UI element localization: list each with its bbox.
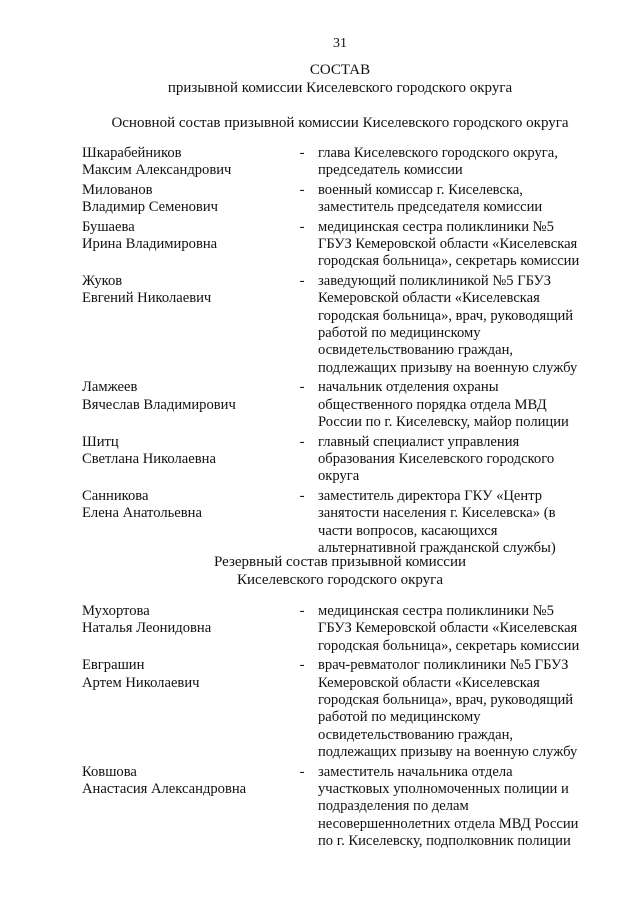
member-given-names: Вячеслав Владимирович — [82, 396, 236, 413]
member-role-line: образования Киселевского городского — [318, 450, 555, 467]
member-role-line: подлежащих призыву на военную службу — [318, 744, 578, 761]
member-dash: - — [299, 181, 305, 198]
main-members-list — [82, 145, 602, 559]
member-role-line: главный специалист управления — [318, 433, 520, 450]
member-role-line: ГБУЗ Кемеровской области «Киселевская — [318, 236, 578, 253]
member-role — [318, 273, 602, 377]
member-role-line: врач-ревматолог поликлиники №5 ГБУЗ — [318, 657, 569, 674]
member-surname: Санникова — [82, 487, 149, 504]
member-role-line: военный комиссар г. Киселевска, — [318, 181, 523, 198]
member-surname: Ковшова — [82, 763, 137, 780]
member-role — [318, 379, 602, 431]
member-role-line: занятости населения г. Киселевска» (в — [318, 505, 556, 522]
member-entry — [82, 273, 602, 377]
member-given-names: Светлана Николаевна — [82, 450, 216, 467]
member-role-line: городская больница», секретарь комиссии — [318, 253, 580, 270]
member-entry — [82, 764, 602, 851]
member-role-line: председатель комиссии — [318, 162, 463, 179]
member-dash: - — [299, 272, 305, 289]
main-section-heading: Основной состав призывной комиссии Киселевского городского округа — [111, 115, 569, 131]
page-number: 31 — [333, 36, 347, 51]
member-role-line: медицинская сестра поликлиники №5 — [318, 218, 554, 235]
member-role-line: заместитель начальника отдела — [318, 763, 513, 780]
member-dash: - — [299, 218, 305, 235]
member-dash: - — [299, 603, 305, 619]
member-role — [318, 603, 602, 655]
member-role-line: городская больница», врач, руководящий — [318, 692, 574, 709]
member-entry — [82, 434, 602, 486]
member-dash: - — [299, 433, 305, 450]
member-role-line: городская больница», секретарь комиссии — [318, 637, 580, 654]
member-given-names: Ирина Владимировна — [82, 236, 218, 253]
member-role-line: Кемеровской области «Киселевская — [318, 674, 540, 691]
member-given-names: Максим Александрович — [82, 162, 232, 179]
member-role-line: медицинская сестра поликлиники №5 — [318, 603, 554, 619]
member-dash: - — [299, 487, 305, 504]
member-surname: Бушаева — [82, 218, 135, 235]
member-role-line: округа — [318, 468, 360, 485]
member-given-names: Анастасия Александровна — [82, 781, 247, 798]
member-role-line: подлежащих призыву на военную службу — [318, 359, 578, 376]
member-name — [82, 219, 282, 254]
member-role-line: участковых уполномоченных полиции и — [318, 781, 569, 798]
member-surname: Жуков — [82, 272, 123, 289]
member-surname: Милованов — [82, 181, 153, 198]
member-dash: - — [299, 379, 305, 396]
member-name — [82, 488, 282, 523]
member-role-line: работой по медицинскому — [318, 325, 481, 342]
member-surname: Мухортова — [82, 603, 150, 619]
member-entry — [82, 182, 602, 217]
member-role — [318, 182, 602, 217]
member-role-line: общественного порядка отдела МВД — [318, 396, 547, 413]
member-given-names: Артем Николаевич — [82, 674, 200, 691]
member-role-line: городская больница», врач, руководящий — [318, 307, 574, 324]
member-name — [82, 273, 282, 308]
member-dash: - — [299, 145, 305, 161]
member-surname: Евграшин — [82, 657, 145, 674]
member-role-line: России по г. Киселевску, майор полиции — [318, 414, 569, 431]
member-name — [82, 379, 282, 414]
member-role — [318, 219, 602, 271]
member-entry — [82, 379, 602, 431]
member-role — [318, 764, 602, 851]
member-role-line: освидетельствованию граждан, — [318, 726, 514, 743]
member-role-line: части вопросов, касающихся — [318, 522, 498, 539]
member-role-line: альтернативной гражданской службы) — [318, 539, 556, 556]
document-title: СОСТАВ — [309, 62, 371, 78]
member-role — [318, 145, 602, 180]
member-spacer — [82, 851, 602, 853]
member-surname: Ламжеев — [82, 379, 138, 396]
document-subtitle: призывной комиссии Киселевского городского округа — [167, 80, 513, 96]
member-role-line: ГБУЗ Кемеровской области «Киселевская — [318, 620, 578, 637]
member-role — [318, 657, 602, 761]
member-role-line: Кемеровской области «Киселевская — [318, 290, 540, 307]
member-given-names: Владимир Семенович — [82, 199, 218, 216]
member-given-names: Евгений Николаевич — [82, 290, 212, 307]
member-role-line: по г. Киселевску, подполковник полиции — [318, 833, 571, 850]
member-name — [82, 603, 282, 638]
member-surname: Шитц — [82, 433, 119, 450]
member-role-line: заведующий поликлиникой №5 ГБУЗ — [318, 272, 552, 289]
member-role-line: начальник отделения охраны — [318, 379, 499, 396]
member-dash: - — [299, 657, 305, 674]
member-entry — [82, 488, 602, 558]
member-role — [318, 488, 602, 558]
member-role-line: заместитель председателя комиссии — [318, 199, 543, 216]
member-role-line: подразделения по делам — [318, 798, 469, 815]
member-name — [82, 182, 282, 217]
reserve-members-list — [82, 603, 602, 853]
member-role-line: работой по медицинскому — [318, 709, 481, 726]
member-given-names: Наталья Леонидовна — [82, 620, 212, 637]
member-name — [82, 657, 282, 692]
reserve-section-heading-line2: Киселевского городского округа — [237, 572, 443, 588]
member-name — [82, 434, 282, 469]
member-entry — [82, 603, 602, 655]
member-role-line: заместитель директора ГКУ «Центр — [318, 487, 543, 504]
member-role-line: глава Киселевского городского округа, — [318, 145, 558, 161]
member-name — [82, 145, 282, 180]
member-role-line: освидетельствованию граждан, — [318, 342, 514, 359]
member-surname: Шкарабейников — [82, 145, 182, 161]
member-entry — [82, 145, 602, 180]
member-given-names: Елена Анатольевна — [82, 505, 202, 522]
member-dash: - — [299, 763, 305, 780]
member-role — [318, 434, 602, 486]
member-entry — [82, 219, 602, 271]
member-entry — [82, 657, 602, 761]
member-name — [82, 764, 282, 799]
member-role-line: несовершеннолетних отдела МВД России — [318, 815, 579, 832]
reserve-section-heading-line1: Резервный состав призывной комиссии — [213, 554, 467, 570]
